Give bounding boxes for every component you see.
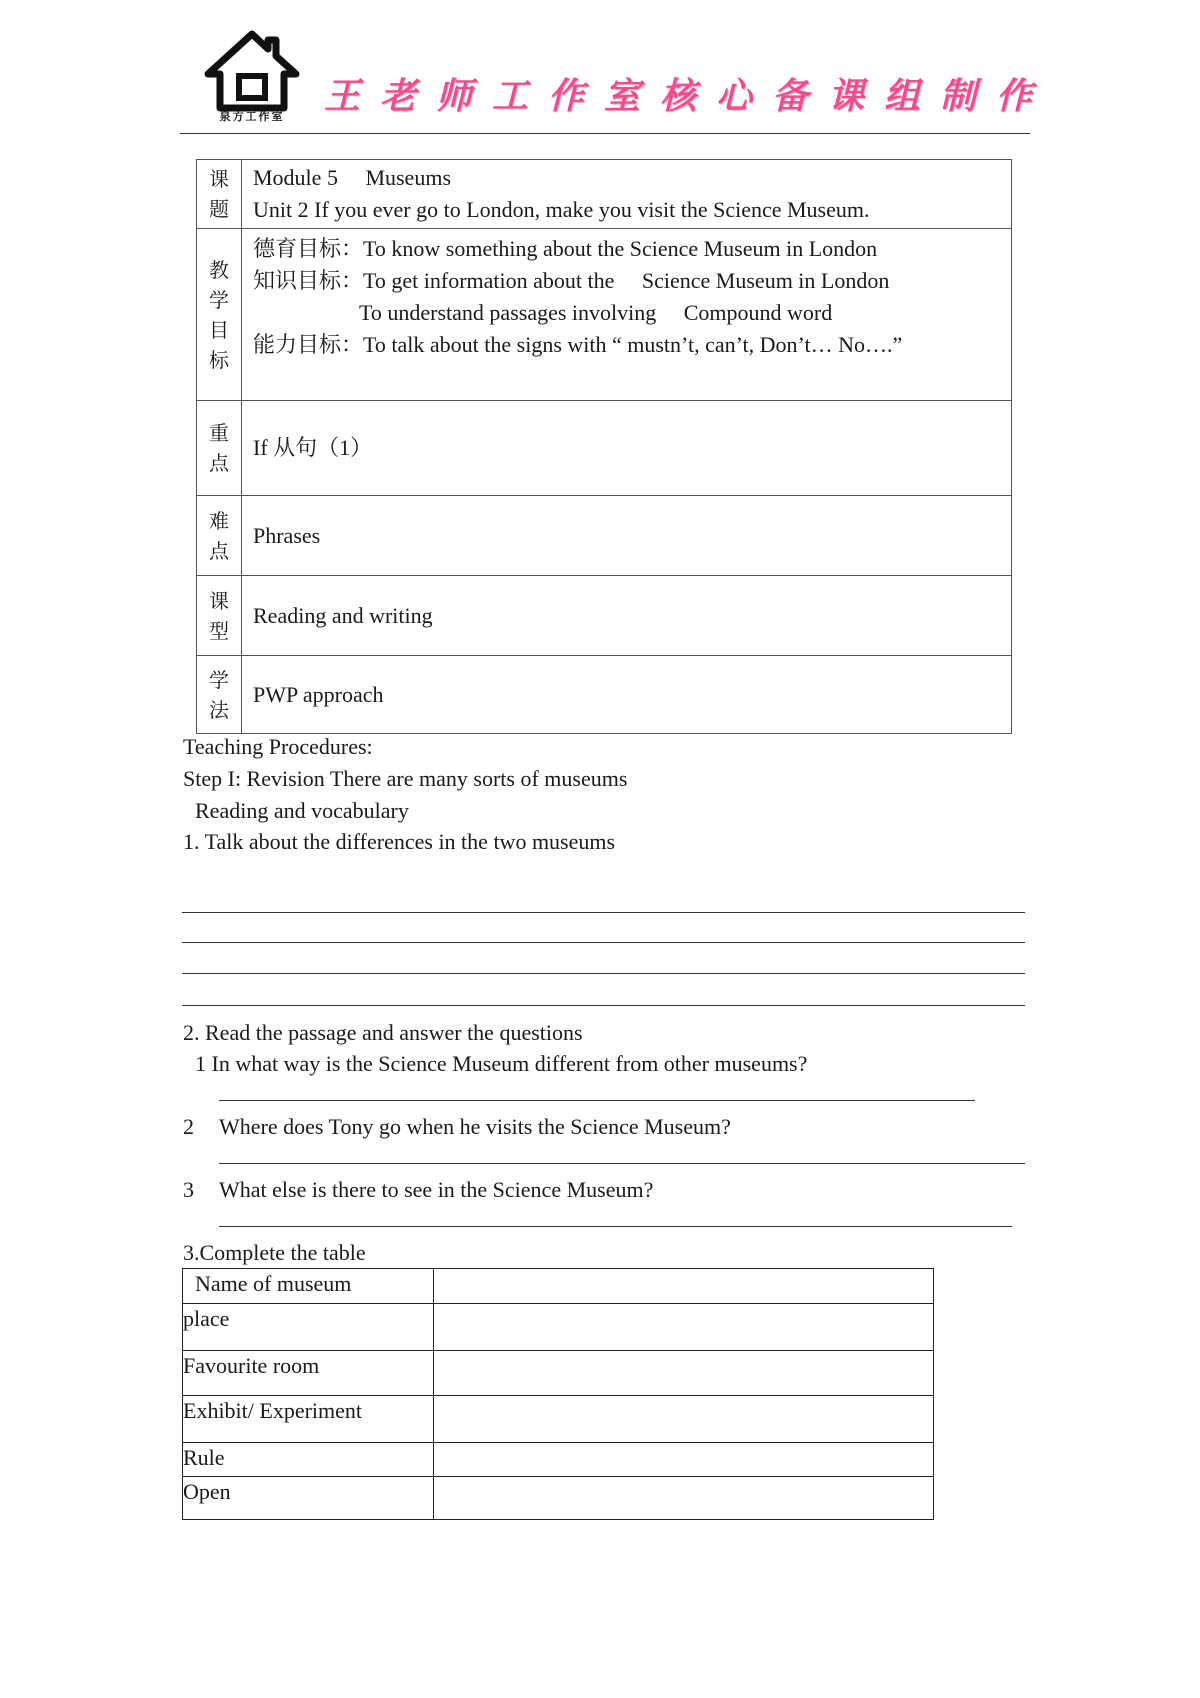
unit-title: Unit 2 If you ever go to London, make you visit the Science Museum. — [253, 197, 870, 222]
task-one: 1. Talk about the differences in the two museums — [183, 829, 616, 854]
topic-row — [197, 160, 1012, 229]
knowledge-objective: 知识目标：To get information about the Science Museum in London — [253, 268, 890, 293]
lesson-info-table — [196, 159, 1012, 734]
lesson-type-row — [197, 576, 1012, 656]
knowledge-objective-cont: To understand passages involving Compound word — [359, 300, 833, 325]
row-label: place — [183, 1304, 434, 1351]
objectives-row — [197, 229, 1012, 401]
answer-cell[interactable] — [434, 1396, 934, 1443]
table-row — [183, 1304, 934, 1351]
step-one: Step I: Revision There are many sorts of museums — [183, 766, 628, 791]
row-label: Open — [183, 1477, 434, 1520]
answer-cell[interactable] — [434, 1443, 934, 1477]
answer-line — [219, 1226, 1012, 1227]
answer-line — [182, 973, 1025, 974]
answer-line — [182, 912, 1025, 913]
row-label: Favourite room — [183, 1351, 434, 1396]
row-label: Rule — [183, 1443, 434, 1477]
banner-text: 王老师工作室核心备课组制作 — [324, 76, 1053, 117]
row-label: Exhibit/ Experiment — [183, 1396, 434, 1443]
module-title: Module 5 Museums — [253, 165, 452, 190]
answer-cell[interactable] — [434, 1269, 934, 1304]
task-three: 3.Complete the table — [183, 1240, 366, 1265]
table-row — [183, 1269, 934, 1304]
answer-line — [219, 1163, 1025, 1164]
difficulties-label: 难 点 — [197, 496, 242, 576]
key-points-row — [197, 401, 1012, 496]
header-banner — [318, 60, 1053, 122]
answer-cell[interactable] — [434, 1351, 934, 1396]
task-two: 2. Read the passage and answer the questions — [183, 1020, 583, 1045]
reading-heading: Reading and vocabulary — [195, 798, 409, 823]
difficulties-row — [197, 496, 1012, 576]
logo-caption: 泉方工作室 — [219, 110, 285, 123]
ability-objective: 能力目标：To talk about the signs with “ mustn’t, can’t, Don’t… No….” — [253, 332, 903, 357]
question-two-number: 2 — [183, 1114, 194, 1139]
procedures-heading: Teaching Procedures: — [183, 734, 373, 759]
table-row — [183, 1443, 934, 1477]
topic-label: 课 题 — [197, 160, 242, 229]
header-divider — [180, 133, 1030, 134]
lesson-type-label: 课 型 — [197, 576, 242, 656]
answer-cell[interactable] — [434, 1477, 934, 1520]
moral-objective: 德育目标：To know something about the Science Museum in London — [253, 236, 878, 261]
method-label: 学 法 — [197, 656, 242, 734]
table-row — [183, 1477, 934, 1520]
key-points-label: 重 点 — [197, 401, 242, 496]
question-three-number: 3 — [183, 1177, 194, 1202]
question-two: Where does Tony go when he visits the Science Museum? — [219, 1114, 731, 1139]
answer-line — [182, 942, 1025, 943]
answer-cell[interactable] — [434, 1304, 934, 1351]
objectives-value — [242, 229, 1012, 401]
objectives-label: 教 学 目 标 — [197, 229, 242, 401]
table-row — [183, 1396, 934, 1443]
lesson-type-value: Reading and writing — [242, 576, 1012, 656]
table-row — [183, 1351, 934, 1396]
difficulties-value: Phrases — [242, 496, 1012, 576]
method-row — [197, 656, 1012, 734]
answer-line — [182, 1005, 1025, 1006]
row-label: Name of museum — [183, 1269, 434, 1304]
museum-table — [182, 1268, 934, 1520]
key-points-value: If 从句（1） — [242, 401, 1012, 496]
topic-value — [242, 160, 1012, 229]
answer-line — [219, 1100, 975, 1101]
method-value: PWP approach — [242, 656, 1012, 734]
question-three: What else is there to see in the Science Museum? — [219, 1177, 654, 1202]
question-one: 1 In what way is the Science Museum different from other museums? — [195, 1051, 808, 1076]
